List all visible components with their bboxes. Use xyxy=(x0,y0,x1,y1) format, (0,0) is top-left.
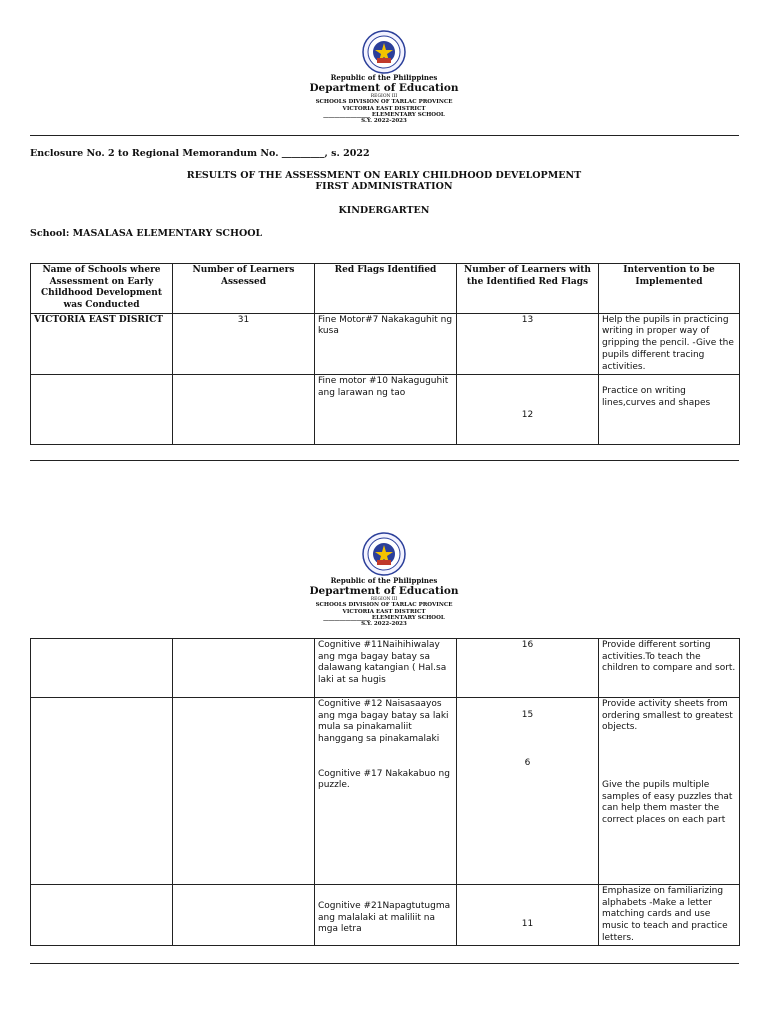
deped-seal-icon xyxy=(362,30,406,74)
header-intervention: Intervention to be Implemented xyxy=(599,264,740,314)
district-line: VICTORIA EAST DISTRICT xyxy=(342,105,426,112)
table-row xyxy=(31,885,740,946)
results-table-page-2 xyxy=(30,638,740,946)
letterhead xyxy=(0,577,768,628)
cell-assessed xyxy=(173,375,315,445)
sy-line: S.Y. 2022-2023 xyxy=(361,118,407,125)
region-line: REGION III xyxy=(370,94,398,100)
table-row xyxy=(31,639,740,698)
deped-seal-icon xyxy=(362,532,406,576)
school-line: _________________ ELEMENTARY SCHOOL xyxy=(323,111,445,118)
header-divider xyxy=(30,135,739,136)
table-row xyxy=(31,375,740,445)
school-line: _________________ ELEMENTARY SCHOOL xyxy=(323,614,445,621)
header-count: Number of Learners with the Identified Red Flags xyxy=(457,264,599,314)
cell-assessed: 31 xyxy=(173,313,315,374)
cell-school xyxy=(31,639,173,698)
division-line: SCHOOLS DIVISION OF TARLAC PROVINCE xyxy=(315,602,453,609)
page-1-footer-rule xyxy=(30,460,739,461)
intervention-cognitive-12: Provide activity sheets from ordering smallest to greatest objects. xyxy=(602,699,733,733)
level-label: KINDERGARTEN xyxy=(338,205,430,216)
cell-count: 16 xyxy=(457,639,599,698)
cell-red-flag: Cognitive #21Napagtutugma ang malalaki at maliliit na mga letra xyxy=(315,885,457,946)
cell-assessed xyxy=(173,639,315,698)
cell-assessed xyxy=(173,885,315,946)
count-cognitive-17: 6 xyxy=(524,757,531,768)
cell-school xyxy=(31,698,173,885)
results-table-page-1 xyxy=(30,263,740,445)
region-line: REGION III xyxy=(370,597,398,603)
republic-line: Republic of the Philippines xyxy=(330,576,438,585)
cell-red-flag: Fine Motor#7 Nakakaguhit ng kusa xyxy=(315,313,457,374)
cell-count: 13 xyxy=(457,313,599,374)
red-flag-cognitive-12: Cognitive #12 Naisasaayos ang mga bagay batay sa laki mula sa pinakamaliit hanggang sa pinakamalaki xyxy=(318,699,449,745)
cell-count xyxy=(457,698,599,885)
page-2-footer-rule xyxy=(30,963,739,964)
division-line: SCHOOLS DIVISION OF TARLAC PROVINCE xyxy=(315,99,453,106)
enclosure-line: Enclosure No. 2 to Regional Memorandum No. _________, s. 2022 xyxy=(30,148,370,159)
cell-intervention: Practice on writing lines,curves and shapes xyxy=(599,375,740,445)
cell-red-flag xyxy=(315,698,457,885)
cell-intervention: Provide different sorting activities.To teach the children to compare and sort. xyxy=(599,639,740,698)
title-line-2: FIRST ADMINISTRATION xyxy=(315,181,453,192)
title-line-1: RESULTS OF THE ASSESSMENT ON EARLY CHILDHOOD DEVELOPMENT xyxy=(186,170,582,181)
table-row xyxy=(31,313,740,374)
cell-intervention xyxy=(599,698,740,885)
cell-intervention: Emphasize on familiarizing alphabets -Make a letter matching cards and use music to teach and practice letters. xyxy=(599,885,740,946)
cell-school xyxy=(31,375,173,445)
department-line: Department of Education xyxy=(309,82,459,95)
red-flag-cognitive-17: Cognitive #17 Nakakabuo ng puzzle. xyxy=(318,768,450,791)
department-line: Department of Education xyxy=(309,585,459,598)
table-row xyxy=(31,698,740,885)
cell-red-flag: Cognitive #11Naihihiwalay ang mga bagay batay sa dalawang katangian ( Hal.sa laki at sa hugis xyxy=(315,639,457,698)
header-assessed: Number of Learners Assessed xyxy=(173,264,315,314)
table-header-row xyxy=(31,264,740,314)
header-school: Name of Schools where Assessment on Early Childhood Development was Conducted xyxy=(31,264,173,314)
school-label: School: MASALASA ELEMENTARY SCHOOL xyxy=(30,228,263,239)
cell-school xyxy=(31,885,173,946)
cell-assessed xyxy=(173,698,315,885)
cell-intervention: Help the pupils in practicing writing in proper way of gripping the pencil. -Give the pupils different tracing activities. xyxy=(599,313,740,374)
cell-count: 12 xyxy=(457,375,599,445)
header-red-flags: Red Flags Identified xyxy=(315,264,457,314)
intervention-cognitive-17: Give the pupils multiple samples of easy puzzles that can help them master the correct places on each part xyxy=(602,780,733,826)
letterhead xyxy=(0,74,768,125)
sy-line: S.Y. 2022-2023 xyxy=(361,621,407,628)
cell-count: 11 xyxy=(457,885,599,946)
cell-school: VICTORIA EAST DISRICT xyxy=(31,313,173,374)
republic-line: Republic of the Philippines xyxy=(330,73,438,82)
district-line: VICTORIA EAST DISTRICT xyxy=(342,608,426,615)
count-cognitive-12: 15 xyxy=(521,710,534,720)
cell-red-flag: Fine motor #10 Nakaguguhit ang larawan ng tao xyxy=(315,375,457,445)
